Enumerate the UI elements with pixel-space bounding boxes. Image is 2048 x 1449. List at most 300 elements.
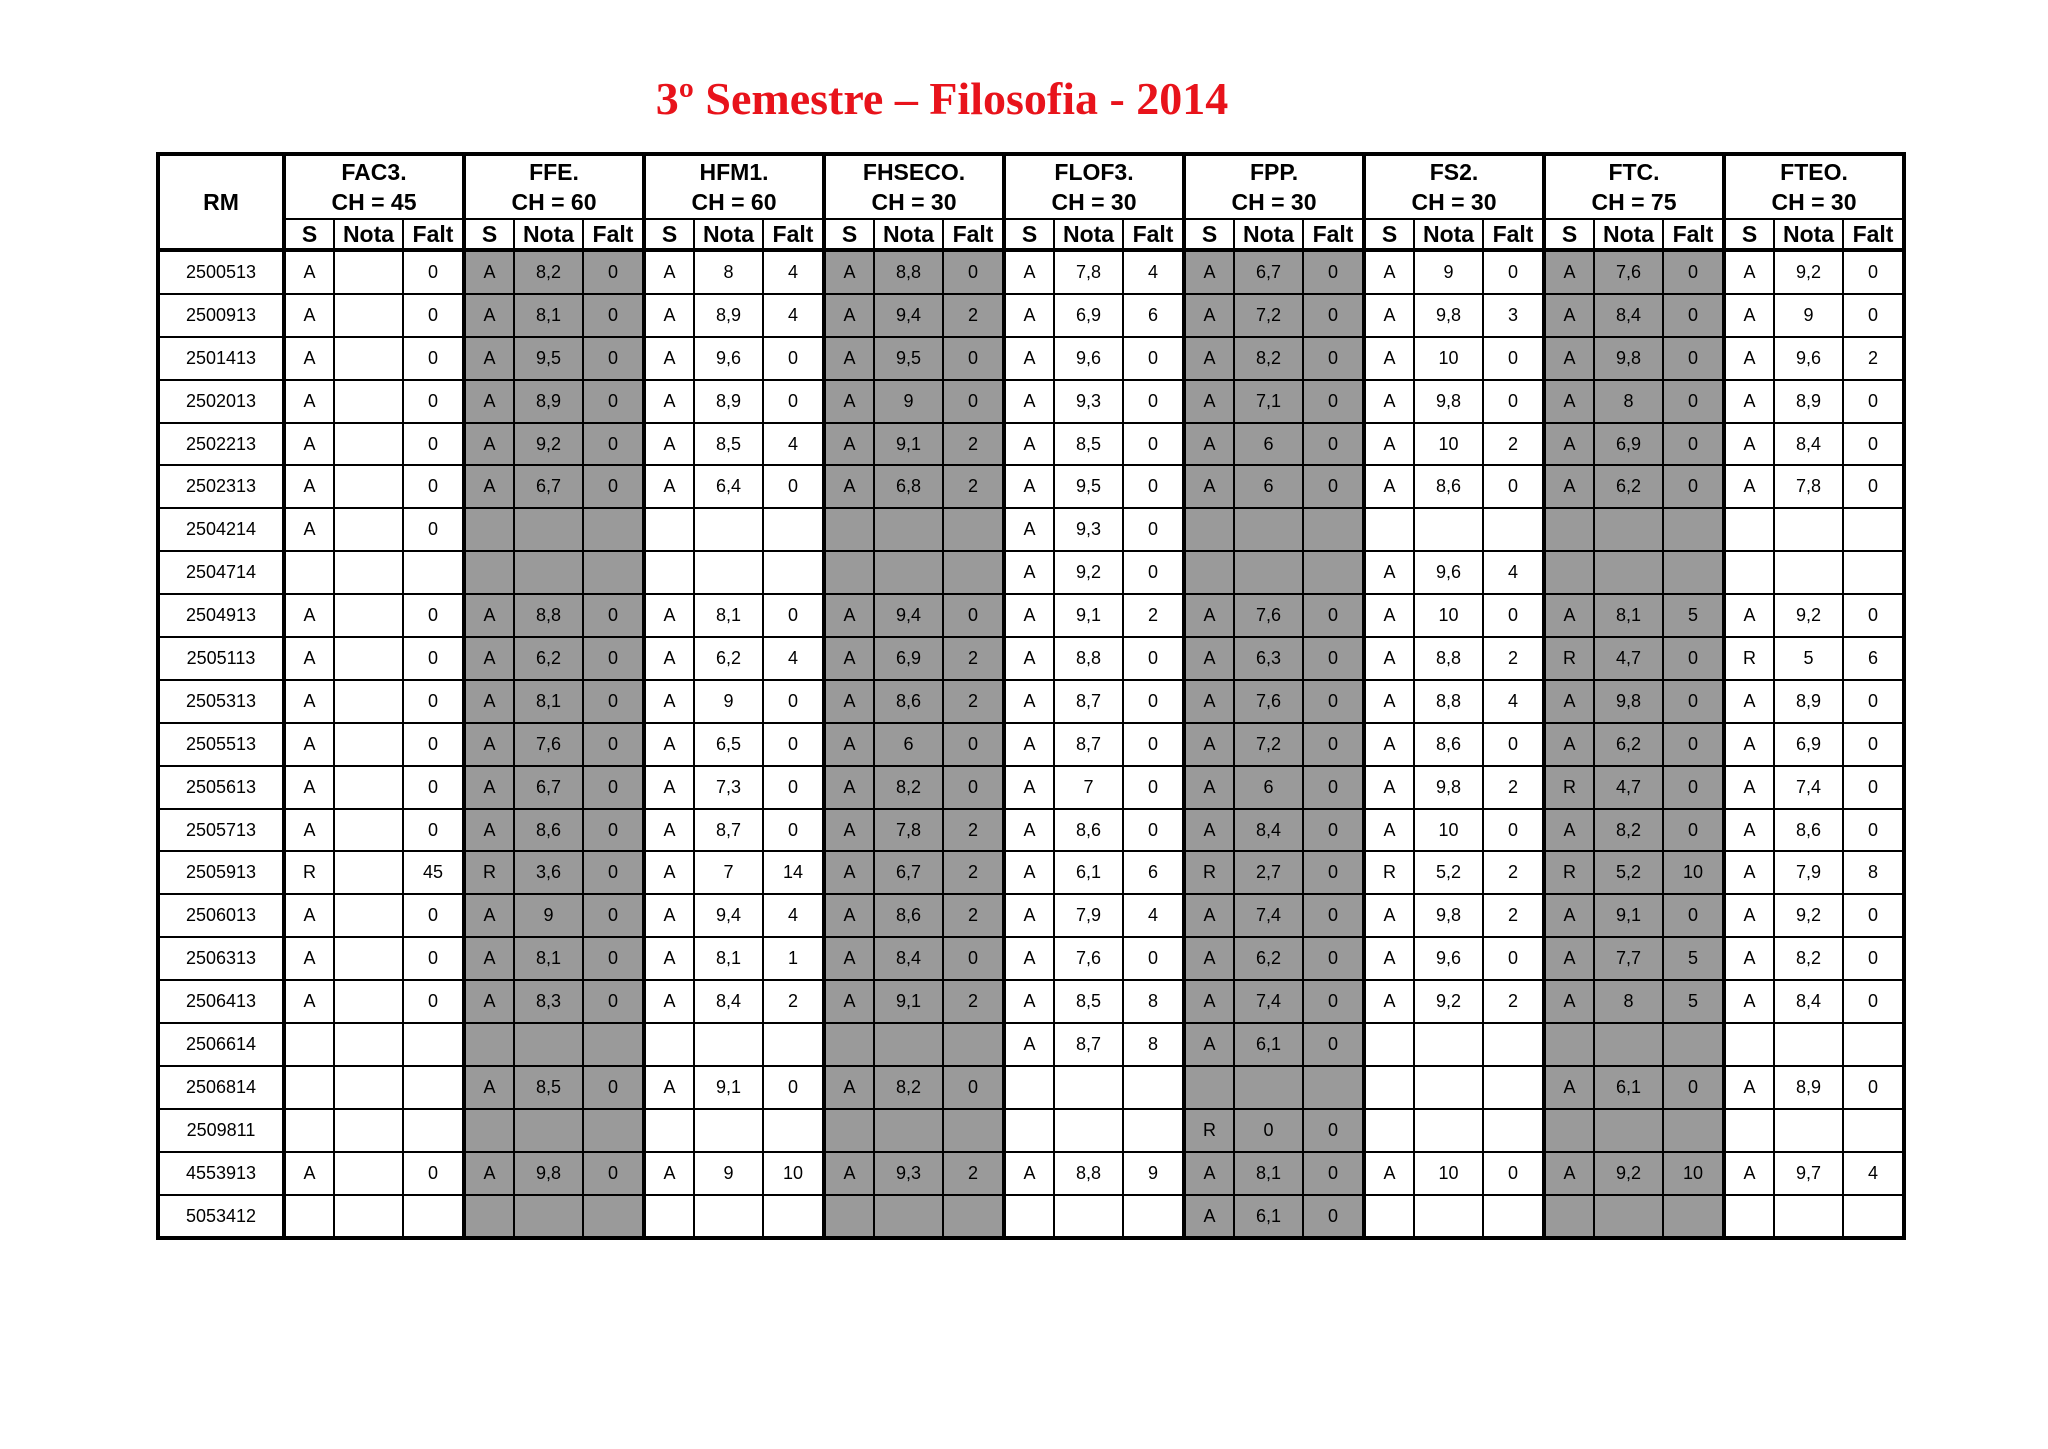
absence-cell: 4 bbox=[763, 423, 824, 466]
status-cell bbox=[1184, 551, 1234, 594]
status-cell: A bbox=[1724, 894, 1774, 937]
sub-header-s: S bbox=[644, 219, 694, 250]
rm-cell: 2506313 bbox=[158, 937, 284, 980]
absence-cell bbox=[763, 1109, 824, 1152]
grade-cell: 8,8 bbox=[874, 250, 943, 294]
grade-cell: 7,2 bbox=[1234, 723, 1303, 766]
absence-cell: 0 bbox=[763, 680, 824, 723]
grade-cell bbox=[334, 680, 403, 723]
absence-cell: 0 bbox=[1123, 508, 1184, 551]
absence-cell: 0 bbox=[1483, 380, 1544, 423]
status-cell: A bbox=[1544, 809, 1594, 852]
table-row bbox=[158, 937, 1904, 980]
sub-header-falt: Falt bbox=[943, 219, 1004, 250]
status-cell: A bbox=[1184, 637, 1234, 680]
status-cell: A bbox=[1724, 250, 1774, 294]
status-cell: A bbox=[1004, 423, 1054, 466]
absence-cell: 0 bbox=[1843, 250, 1904, 294]
table-row bbox=[158, 551, 1904, 594]
course-header bbox=[284, 154, 464, 219]
absence-cell bbox=[583, 508, 644, 551]
absence-cell: 2 bbox=[943, 637, 1004, 680]
grade-cell: 7,7 bbox=[1594, 937, 1663, 980]
absence-cell: 0 bbox=[403, 937, 464, 980]
absence-cell: 2 bbox=[943, 294, 1004, 337]
status-cell bbox=[1724, 1109, 1774, 1152]
grade-cell: 9 bbox=[694, 1152, 763, 1195]
status-cell: A bbox=[1004, 294, 1054, 337]
absence-cell bbox=[403, 1066, 464, 1109]
sub-header-nota: Nota bbox=[514, 219, 583, 250]
status-cell: A bbox=[1184, 1195, 1234, 1239]
grade-cell: 8,9 bbox=[1774, 380, 1843, 423]
table-row bbox=[158, 723, 1904, 766]
status-cell: A bbox=[284, 723, 334, 766]
absence-cell: 0 bbox=[1843, 294, 1904, 337]
absence-cell bbox=[1663, 551, 1724, 594]
status-cell: A bbox=[284, 594, 334, 637]
grade-cell: 8,6 bbox=[874, 894, 943, 937]
absence-cell: 0 bbox=[763, 594, 824, 637]
absence-cell: 0 bbox=[1303, 766, 1364, 809]
grade-cell bbox=[874, 1023, 943, 1066]
absence-cell: 4 bbox=[763, 250, 824, 294]
absence-cell: 4 bbox=[1123, 250, 1184, 294]
absence-cell: 0 bbox=[1483, 337, 1544, 380]
grade-cell: 9,6 bbox=[1054, 337, 1123, 380]
grade-cell bbox=[334, 294, 403, 337]
grade-cell: 6 bbox=[1234, 423, 1303, 466]
absence-cell: 2 bbox=[943, 894, 1004, 937]
status-cell: A bbox=[644, 250, 694, 294]
rm-cell: 2504714 bbox=[158, 551, 284, 594]
grade-cell: 8,6 bbox=[1414, 723, 1483, 766]
absence-cell: 0 bbox=[1663, 1066, 1724, 1109]
grades-table bbox=[156, 152, 1906, 1240]
grade-cell: 8,6 bbox=[1774, 809, 1843, 852]
absence-cell: 0 bbox=[1123, 637, 1184, 680]
status-cell: A bbox=[1184, 1152, 1234, 1195]
grade-cell: 6,9 bbox=[874, 637, 943, 680]
grade-cell: 9,2 bbox=[1414, 980, 1483, 1023]
status-cell: A bbox=[284, 337, 334, 380]
grade-cell bbox=[1774, 551, 1843, 594]
status-cell: A bbox=[1004, 937, 1054, 980]
status-cell: A bbox=[1544, 594, 1594, 637]
grade-cell: 3,6 bbox=[514, 851, 583, 894]
absence-cell bbox=[1843, 1195, 1904, 1239]
grade-cell bbox=[1054, 1066, 1123, 1109]
grade-cell: 6 bbox=[1234, 766, 1303, 809]
grade-cell bbox=[1594, 551, 1663, 594]
grade-cell: 0 bbox=[1234, 1109, 1303, 1152]
rm-cell: 2505713 bbox=[158, 809, 284, 852]
status-cell bbox=[1364, 1023, 1414, 1066]
absence-cell bbox=[1303, 508, 1364, 551]
grade-cell: 9,3 bbox=[874, 1152, 943, 1195]
absence-cell: 0 bbox=[1483, 937, 1544, 980]
grade-cell: 8,5 bbox=[1054, 423, 1123, 466]
absence-cell: 0 bbox=[583, 894, 644, 937]
absence-cell: 0 bbox=[583, 723, 644, 766]
status-cell: A bbox=[464, 980, 514, 1023]
status-cell: A bbox=[1004, 1023, 1054, 1066]
grade-cell: 10 bbox=[1414, 423, 1483, 466]
status-cell: A bbox=[1364, 894, 1414, 937]
grade-cell: 8,8 bbox=[514, 594, 583, 637]
grade-cell: 8,4 bbox=[874, 937, 943, 980]
absence-cell bbox=[943, 1023, 1004, 1066]
grade-cell: 9,8 bbox=[514, 1152, 583, 1195]
absence-cell: 0 bbox=[1663, 680, 1724, 723]
absence-cell: 0 bbox=[763, 337, 824, 380]
absence-cell: 0 bbox=[943, 766, 1004, 809]
absence-cell: 4 bbox=[763, 294, 824, 337]
status-cell: A bbox=[824, 937, 874, 980]
rm-header: RM bbox=[158, 154, 284, 250]
absence-cell: 0 bbox=[1843, 723, 1904, 766]
absence-cell: 0 bbox=[1843, 680, 1904, 723]
sub-header-row bbox=[158, 219, 1904, 250]
sub-header-s: S bbox=[1184, 219, 1234, 250]
course-header-row bbox=[158, 154, 1904, 219]
status-cell: A bbox=[1724, 337, 1774, 380]
status-cell: A bbox=[644, 680, 694, 723]
grade-cell: 6,2 bbox=[1234, 937, 1303, 980]
absence-cell: 0 bbox=[1483, 594, 1544, 637]
absence-cell: 0 bbox=[403, 809, 464, 852]
status-cell: A bbox=[464, 380, 514, 423]
grade-cell: 6,3 bbox=[1234, 637, 1303, 680]
course-code: FAC3. bbox=[341, 159, 407, 185]
status-cell: R bbox=[1724, 637, 1774, 680]
absence-cell: 2 bbox=[1483, 851, 1544, 894]
absence-cell: 0 bbox=[1123, 680, 1184, 723]
absence-cell: 14 bbox=[763, 851, 824, 894]
status-cell bbox=[1544, 508, 1594, 551]
grade-cell bbox=[514, 1109, 583, 1152]
absence-cell bbox=[943, 508, 1004, 551]
grade-cell bbox=[874, 1195, 943, 1239]
table-row bbox=[158, 809, 1904, 852]
absence-cell: 0 bbox=[1663, 465, 1724, 508]
grade-cell: 8,6 bbox=[1054, 809, 1123, 852]
absence-cell: 1 bbox=[763, 937, 824, 980]
absence-cell: 0 bbox=[1123, 723, 1184, 766]
absence-cell: 0 bbox=[943, 337, 1004, 380]
status-cell: A bbox=[1004, 766, 1054, 809]
sub-header-nota: Nota bbox=[334, 219, 403, 250]
absence-cell bbox=[943, 551, 1004, 594]
status-cell: A bbox=[824, 250, 874, 294]
absence-cell bbox=[1483, 1195, 1544, 1239]
course-code: FTEO. bbox=[1780, 159, 1848, 185]
grade-cell: 7,6 bbox=[514, 723, 583, 766]
grade-cell: 10 bbox=[1414, 809, 1483, 852]
grade-cell: 7,3 bbox=[694, 766, 763, 809]
status-cell: A bbox=[1364, 723, 1414, 766]
grade-cell bbox=[334, 551, 403, 594]
sub-header-falt: Falt bbox=[403, 219, 464, 250]
grade-cell: 9,8 bbox=[1414, 766, 1483, 809]
grade-cell: 6,2 bbox=[1594, 465, 1663, 508]
absence-cell: 0 bbox=[943, 937, 1004, 980]
absence-cell: 0 bbox=[1303, 680, 1364, 723]
table-row bbox=[158, 894, 1904, 937]
absence-cell: 8 bbox=[1123, 980, 1184, 1023]
grade-cell: 8,1 bbox=[514, 294, 583, 337]
status-cell: A bbox=[464, 423, 514, 466]
status-cell: A bbox=[1184, 380, 1234, 423]
grade-cell bbox=[694, 1109, 763, 1152]
grade-cell bbox=[1234, 551, 1303, 594]
status-cell bbox=[1004, 1109, 1054, 1152]
absence-cell: 0 bbox=[583, 851, 644, 894]
grade-cell bbox=[1414, 1023, 1483, 1066]
course-hours: CH = 30 bbox=[1411, 189, 1497, 215]
grade-cell bbox=[694, 1195, 763, 1239]
status-cell: A bbox=[644, 766, 694, 809]
course-hours: CH = 30 bbox=[1771, 189, 1857, 215]
absence-cell: 0 bbox=[1303, 980, 1364, 1023]
status-cell: A bbox=[464, 337, 514, 380]
status-cell: A bbox=[644, 723, 694, 766]
status-cell: A bbox=[824, 637, 874, 680]
absence-cell bbox=[763, 1195, 824, 1239]
grade-cell: 9,2 bbox=[1054, 551, 1123, 594]
table-row bbox=[158, 380, 1904, 423]
status-cell bbox=[1364, 1109, 1414, 1152]
grade-cell: 8,2 bbox=[514, 250, 583, 294]
grade-cell: 8,9 bbox=[694, 294, 763, 337]
absence-cell: 0 bbox=[403, 508, 464, 551]
status-cell: A bbox=[284, 766, 334, 809]
sub-header-falt: Falt bbox=[763, 219, 824, 250]
rm-cell: 2506614 bbox=[158, 1023, 284, 1066]
status-cell: A bbox=[284, 423, 334, 466]
grade-cell: 8 bbox=[1594, 380, 1663, 423]
status-cell bbox=[824, 551, 874, 594]
grade-cell: 7,2 bbox=[1234, 294, 1303, 337]
status-cell: A bbox=[1544, 294, 1594, 337]
status-cell: A bbox=[284, 680, 334, 723]
absence-cell: 0 bbox=[1843, 809, 1904, 852]
table-row bbox=[158, 1066, 1904, 1109]
sub-header-nota: Nota bbox=[1594, 219, 1663, 250]
sub-header-falt: Falt bbox=[1483, 219, 1544, 250]
status-cell: A bbox=[1544, 1152, 1594, 1195]
status-cell: A bbox=[1184, 937, 1234, 980]
grade-cell: 9,4 bbox=[874, 294, 943, 337]
absence-cell: 0 bbox=[403, 766, 464, 809]
status-cell: R bbox=[1184, 1109, 1234, 1152]
table-row bbox=[158, 637, 1904, 680]
table-row bbox=[158, 465, 1904, 508]
absence-cell: 2 bbox=[1483, 637, 1544, 680]
status-cell: A bbox=[464, 766, 514, 809]
sub-header-falt: Falt bbox=[1663, 219, 1724, 250]
sub-header-s: S bbox=[1004, 219, 1054, 250]
status-cell: A bbox=[1184, 1023, 1234, 1066]
absence-cell bbox=[1303, 551, 1364, 594]
grade-cell: 8,5 bbox=[514, 1066, 583, 1109]
status-cell: A bbox=[464, 809, 514, 852]
absence-cell bbox=[763, 508, 824, 551]
status-cell: A bbox=[1364, 423, 1414, 466]
absence-cell: 0 bbox=[943, 250, 1004, 294]
table-row bbox=[158, 680, 1904, 723]
status-cell: R bbox=[1364, 851, 1414, 894]
absence-cell: 0 bbox=[403, 380, 464, 423]
status-cell: A bbox=[284, 250, 334, 294]
status-cell: A bbox=[1364, 980, 1414, 1023]
absence-cell: 0 bbox=[1663, 894, 1724, 937]
status-cell: A bbox=[1184, 723, 1234, 766]
absence-cell: 0 bbox=[583, 250, 644, 294]
absence-cell: 0 bbox=[403, 465, 464, 508]
status-cell: A bbox=[1364, 937, 1414, 980]
grade-cell: 8,9 bbox=[1774, 1066, 1843, 1109]
grade-cell: 9,1 bbox=[874, 980, 943, 1023]
grade-cell: 9,5 bbox=[874, 337, 943, 380]
status-cell: A bbox=[1724, 937, 1774, 980]
absence-cell: 0 bbox=[1663, 766, 1724, 809]
status-cell bbox=[1724, 1195, 1774, 1239]
absence-cell bbox=[1123, 1109, 1184, 1152]
absence-cell: 0 bbox=[583, 380, 644, 423]
absence-cell: 0 bbox=[763, 1066, 824, 1109]
absence-cell bbox=[1843, 1023, 1904, 1066]
absence-cell: 0 bbox=[403, 980, 464, 1023]
grade-cell: 9,8 bbox=[1414, 380, 1483, 423]
absence-cell: 0 bbox=[1123, 809, 1184, 852]
absence-cell: 0 bbox=[583, 294, 644, 337]
grade-cell: 9,3 bbox=[1054, 508, 1123, 551]
status-cell: A bbox=[464, 937, 514, 980]
grade-cell bbox=[1414, 1195, 1483, 1239]
status-cell: A bbox=[1184, 809, 1234, 852]
grade-cell: 9,2 bbox=[1774, 250, 1843, 294]
grade-cell bbox=[1594, 508, 1663, 551]
table-row bbox=[158, 423, 1904, 466]
grade-cell bbox=[1414, 508, 1483, 551]
grade-cell: 8,7 bbox=[1054, 680, 1123, 723]
grade-cell: 7,4 bbox=[1234, 980, 1303, 1023]
status-cell bbox=[1364, 1195, 1414, 1239]
status-cell: A bbox=[824, 680, 874, 723]
status-cell: R bbox=[464, 851, 514, 894]
status-cell: A bbox=[1544, 250, 1594, 294]
status-cell: A bbox=[824, 723, 874, 766]
status-cell bbox=[464, 1023, 514, 1066]
status-cell: A bbox=[1724, 594, 1774, 637]
absence-cell: 2 bbox=[1483, 423, 1544, 466]
status-cell: A bbox=[1364, 766, 1414, 809]
rm-cell: 2505913 bbox=[158, 851, 284, 894]
grade-cell: 7,6 bbox=[1054, 937, 1123, 980]
status-cell: A bbox=[824, 337, 874, 380]
grade-cell: 7 bbox=[1054, 766, 1123, 809]
grade-cell: 8,1 bbox=[694, 937, 763, 980]
absence-cell bbox=[1663, 1195, 1724, 1239]
status-cell: A bbox=[1724, 766, 1774, 809]
absence-cell: 0 bbox=[1303, 1195, 1364, 1239]
grade-cell bbox=[1234, 508, 1303, 551]
grade-cell: 8,3 bbox=[514, 980, 583, 1023]
status-cell bbox=[464, 1109, 514, 1152]
course-hours: CH = 30 bbox=[1231, 189, 1317, 215]
grade-cell bbox=[1054, 1195, 1123, 1239]
absence-cell: 0 bbox=[1303, 637, 1364, 680]
status-cell: A bbox=[284, 508, 334, 551]
sub-header-falt: Falt bbox=[583, 219, 644, 250]
grade-cell: 9,1 bbox=[1054, 594, 1123, 637]
status-cell: A bbox=[644, 637, 694, 680]
absence-cell: 0 bbox=[583, 594, 644, 637]
absence-cell: 9 bbox=[1123, 1152, 1184, 1195]
grade-cell bbox=[1414, 1066, 1483, 1109]
status-cell: A bbox=[1364, 1152, 1414, 1195]
absence-cell: 4 bbox=[1843, 1152, 1904, 1195]
status-cell: A bbox=[464, 680, 514, 723]
status-cell: A bbox=[1364, 594, 1414, 637]
status-cell: A bbox=[1364, 250, 1414, 294]
grade-cell: 8 bbox=[694, 250, 763, 294]
absence-cell: 0 bbox=[943, 594, 1004, 637]
status-cell: A bbox=[1184, 337, 1234, 380]
grade-cell bbox=[514, 1023, 583, 1066]
grade-cell: 8,2 bbox=[1774, 937, 1843, 980]
grade-cell: 6,9 bbox=[1594, 423, 1663, 466]
status-cell: A bbox=[1184, 294, 1234, 337]
absence-cell: 0 bbox=[1303, 250, 1364, 294]
grade-cell: 8,9 bbox=[694, 380, 763, 423]
status-cell: A bbox=[1184, 980, 1234, 1023]
status-cell: A bbox=[464, 723, 514, 766]
absence-cell: 0 bbox=[1483, 465, 1544, 508]
course-header bbox=[1544, 154, 1724, 219]
absence-cell: 0 bbox=[1303, 380, 1364, 423]
grade-cell bbox=[334, 337, 403, 380]
grade-cell: 7 bbox=[694, 851, 763, 894]
absence-cell: 0 bbox=[1123, 337, 1184, 380]
grade-cell: 9,6 bbox=[1774, 337, 1843, 380]
grade-cell: 7,8 bbox=[1054, 250, 1123, 294]
grade-cell bbox=[334, 1023, 403, 1066]
sub-header-nota: Nota bbox=[1234, 219, 1303, 250]
grade-cell: 8,7 bbox=[1054, 1023, 1123, 1066]
sub-header-nota: Nota bbox=[1054, 219, 1123, 250]
grade-cell: 8,1 bbox=[694, 594, 763, 637]
grade-cell: 8,2 bbox=[1234, 337, 1303, 380]
absence-cell: 0 bbox=[1303, 1023, 1364, 1066]
absence-cell: 0 bbox=[763, 723, 824, 766]
course-header bbox=[1724, 154, 1904, 219]
grade-cell bbox=[1594, 1109, 1663, 1152]
status-cell bbox=[464, 508, 514, 551]
absence-cell: 0 bbox=[583, 465, 644, 508]
absence-cell: 0 bbox=[403, 637, 464, 680]
status-cell bbox=[644, 508, 694, 551]
absence-cell: 0 bbox=[583, 937, 644, 980]
status-cell: A bbox=[1544, 980, 1594, 1023]
status-cell: A bbox=[284, 1152, 334, 1195]
grade-cell: 2,7 bbox=[1234, 851, 1303, 894]
absence-cell: 2 bbox=[1843, 337, 1904, 380]
course-code: FPP. bbox=[1249, 159, 1299, 185]
status-cell: A bbox=[1004, 894, 1054, 937]
absence-cell bbox=[1663, 1023, 1724, 1066]
